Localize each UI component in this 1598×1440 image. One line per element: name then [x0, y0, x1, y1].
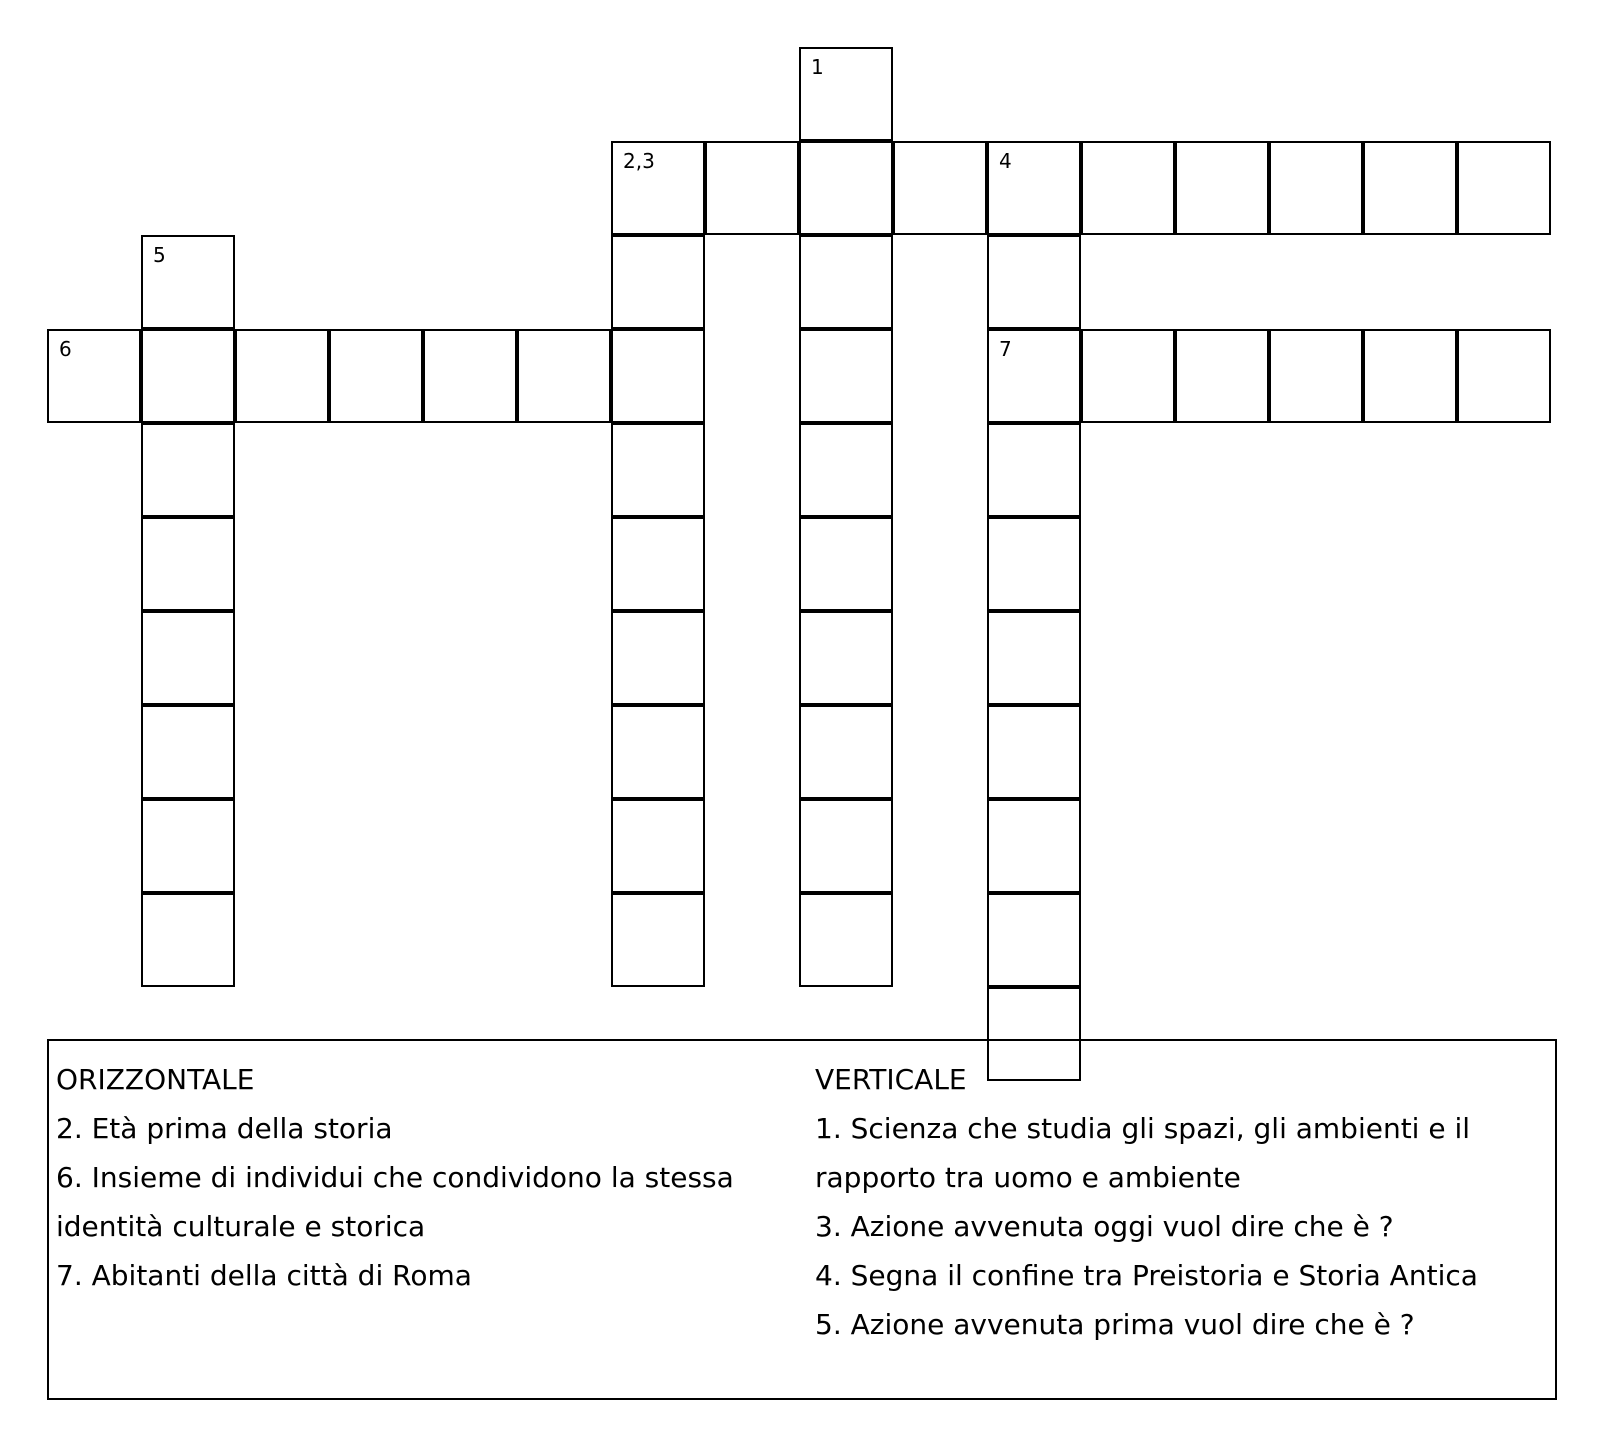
clue-down-4: 4. Segna il confine tra Preistoria e Storia Antica — [815, 1259, 1478, 1292]
down-heading: VERTICALE — [815, 1063, 967, 1096]
crossword-cell[interactable] — [799, 705, 893, 799]
crossword-cell[interactable] — [141, 235, 235, 329]
crossword-cell[interactable] — [799, 611, 893, 705]
crossword-cell[interactable] — [799, 141, 893, 235]
across-clues — [56, 1055, 756, 1300]
crossword-cell[interactable] — [1457, 141, 1551, 235]
clue-down-1: 1. Scienza che studia gli spazi, gli ambienti e il rapporto tra uomo e ambiente — [815, 1112, 1471, 1194]
crossword-cell[interactable] — [141, 329, 235, 423]
crossword-cell[interactable] — [987, 141, 1081, 235]
crossword-cell[interactable] — [987, 517, 1081, 611]
crossword-cell[interactable] — [141, 611, 235, 705]
crossword-cell[interactable] — [1457, 329, 1551, 423]
crossword-cell[interactable] — [611, 423, 705, 517]
crossword-cell[interactable] — [517, 329, 611, 423]
crossword-cell[interactable] — [799, 235, 893, 329]
across-heading: ORIZZONTALE — [56, 1063, 255, 1096]
crossword-cell[interactable] — [1175, 141, 1269, 235]
clues-box — [47, 1039, 1557, 1400]
clue-number: 2,3 — [623, 149, 655, 173]
crossword-cell[interactable] — [141, 423, 235, 517]
crossword-cell[interactable] — [893, 141, 987, 235]
down-clues — [815, 1055, 1550, 1349]
crossword-cell[interactable] — [235, 329, 329, 423]
crossword-cell[interactable] — [799, 423, 893, 517]
clue-number: 1 — [811, 55, 824, 79]
clue-across-7: 7. Abitanti della città di Roma — [56, 1259, 472, 1292]
crossword-cell[interactable] — [799, 47, 893, 141]
crossword-cell[interactable] — [611, 893, 705, 987]
crossword-cell[interactable] — [799, 799, 893, 893]
crossword-cell[interactable] — [1175, 329, 1269, 423]
crossword-cell[interactable] — [987, 423, 1081, 517]
crossword-cell[interactable] — [611, 799, 705, 893]
crossword-cell[interactable] — [611, 141, 705, 235]
crossword-cell[interactable] — [987, 799, 1081, 893]
clue-number: 4 — [999, 149, 1012, 173]
crossword-cell[interactable] — [611, 235, 705, 329]
crossword-cell[interactable] — [987, 329, 1081, 423]
crossword-cell[interactable] — [987, 893, 1081, 987]
crossword-cell[interactable] — [141, 517, 235, 611]
crossword-cell[interactable] — [987, 235, 1081, 329]
crossword-cell[interactable] — [611, 705, 705, 799]
clue-across-2: 2. Età prima della storia — [56, 1112, 393, 1145]
crossword-cell[interactable] — [611, 611, 705, 705]
crossword-cell[interactable] — [987, 705, 1081, 799]
crossword-cell[interactable] — [611, 329, 705, 423]
crossword-cell[interactable] — [329, 329, 423, 423]
crossword-cell[interactable] — [611, 517, 705, 611]
crossword-cell[interactable] — [141, 799, 235, 893]
clue-down-3: 3. Azione avvenuta oggi vuol dire che è ? — [815, 1210, 1394, 1243]
crossword-cell[interactable] — [799, 893, 893, 987]
crossword-cell[interactable] — [799, 517, 893, 611]
crossword-cell[interactable] — [1269, 329, 1363, 423]
clue-number: 5 — [153, 243, 166, 267]
crossword-cell[interactable] — [799, 329, 893, 423]
crossword-cell[interactable] — [1269, 141, 1363, 235]
crossword-cell[interactable] — [1363, 141, 1457, 235]
crossword-cell[interactable] — [1081, 329, 1175, 423]
clue-number: 6 — [59, 337, 72, 361]
crossword-cell[interactable] — [47, 329, 141, 423]
clue-number: 7 — [999, 337, 1012, 361]
crossword-cell[interactable] — [705, 141, 799, 235]
crossword-cell[interactable] — [141, 893, 235, 987]
crossword-cell[interactable] — [1081, 141, 1175, 235]
crossword-cell[interactable] — [1363, 329, 1457, 423]
crossword-cell[interactable] — [423, 329, 517, 423]
crossword-cell[interactable] — [987, 611, 1081, 705]
crossword-cell[interactable] — [141, 705, 235, 799]
clue-across-6: 6. Insieme di individui che condividono la stessa identità culturale e storica — [56, 1161, 734, 1243]
clue-down-5: 5. Azione avvenuta prima vuol dire che è ? — [815, 1308, 1415, 1341]
